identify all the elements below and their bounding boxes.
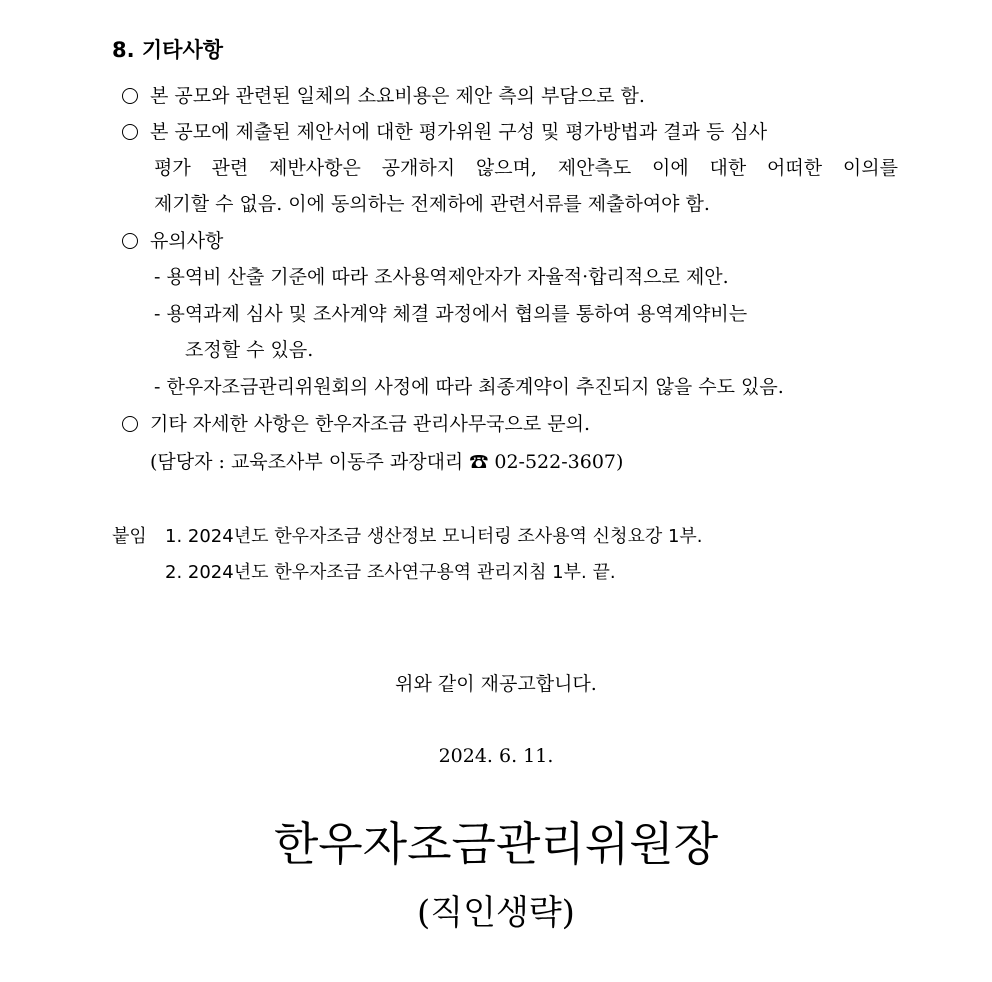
caution-subitem: - 용역비 산출 기준에 따라 조사용역제안자가 자율적·합리적으로 제안.: [154, 266, 729, 288]
caution-subitem: - 한우자조금관리위원회의 사정에 따라 최종계약이 추진되지 않을 수도 있음.: [154, 376, 784, 398]
notice-item-text: 본 공모와 관련된 일체의 소요비용은 제안 측의 부담으로 함.: [150, 85, 645, 107]
attachment-item: 1. 2024년도 한우자조금 생산정보 모니터링 조사용역 신청요강 1부.: [165, 526, 703, 547]
notice-item-evaluation-line-3: 제기할 수 없음. 이에 동의하는 전제하에 관련서류를 제출하여야 함.: [154, 193, 710, 215]
notice-item-text: 기타 자세한 사항은 한우자조금 관리사무국으로 문의.: [150, 413, 591, 435]
notice-item-evaluation-line-1: [122, 120, 898, 144]
notice-item-cautions: [122, 229, 223, 253]
closing-statement: 위와 같이 재공고합니다.: [395, 673, 597, 695]
notice-item-text: 본 공모에 제출된 제안서에 대한 평가위원 구성 및 평가방법과 결과 등 심사: [150, 121, 768, 143]
notice-date: 2024. 6. 11.: [438, 745, 554, 767]
notice-item-cost: [122, 84, 645, 108]
circle-bullet-icon: [122, 88, 138, 104]
caution-subitem-continuation: 조정할 수 있음.: [185, 339, 314, 361]
contact-info: (담당자 : 교육조사부 이동주 과장대리 ☎ 02-522-3607): [150, 451, 624, 473]
circle-bullet-icon: [122, 416, 138, 432]
circle-bullet-icon: [122, 124, 138, 140]
notice-item-inquiry: [122, 412, 590, 436]
notice-item-evaluation-line-2: 평가 관련 제반사항은 공개하지 않으며, 제안측도 이에 대한 어떠한 이의를: [154, 157, 898, 179]
attachment-label: 붙임: [112, 526, 147, 547]
notice-item-text: 유의사항: [150, 230, 224, 252]
section-heading: 8. 기타사항: [112, 38, 224, 62]
caution-subitem: - 용역과제 심사 및 조사계약 체결 과정에서 협의를 통하여 용역계약비는: [154, 303, 748, 325]
seal-omitted-note: (직인생략): [417, 893, 575, 933]
circle-bullet-icon: [122, 233, 138, 249]
organization-name: 한우자조금관리위원장: [273, 817, 719, 871]
attachment-item: 2. 2024년도 한우자조금 조사연구용역 관리지침 1부. 끝.: [165, 562, 616, 583]
